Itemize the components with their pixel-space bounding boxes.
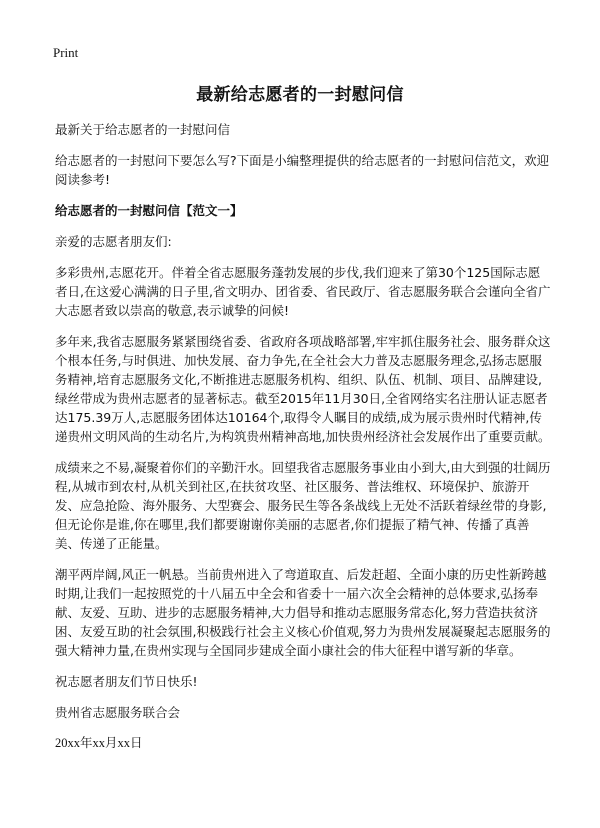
body-paragraph-4: 潮平两岸阔,风正一帆悬。当前贵州进入了弯道取直、后发赶超、全面小康的历史性新跨越时期,让我们一起按照党的十八届五中全会和省委十一届六次全会精神的总体要求,弘扬奉献、友爱、互助、进步的志愿服务精神,大力倡导和推动志愿服务常态化,努力营造扶贫济困、友爱互助的社会氛围,积极践行社会主义核心价值观,努力为贵州发展凝聚起志愿服务的强大精神力量,在贵州实现与全国同步建成全面小康社会的伟大征程中谱写新的华章。 <box>55 567 551 658</box>
closing-line: 祝志愿者朋友们节日快乐! <box>55 674 198 689</box>
intro-paragraph: 给志愿者的一封慰问下要怎么写?下面是小编整理提供的给志愿者的一封慰问信范文，欢迎阅读参考! <box>55 153 550 187</box>
body-paragraph-2: 多年来,我省志愿服务紧紧围绕省委、省政府各项战略部署,牢牢抓住服务社会、服务群众这个根本任务,与时俱进、加快发展、奋力争先,在全社会大力普及志愿服务理念,弘扬志愿服务精神,培育志愿服务文化,不断推进志愿服务机构、组织、队伍、机制、项目、品牌建设,绿丝带成为贵州志愿者的显著标志。截至2015年11月30日,全省网络实名注册认证志愿者达175.39万人,志愿服务团体达10164个,取得令人瞩目的成绩,成为展示贵州时代精神,传递贵州文明风尚的生动名片,为构筑贵州精神高地,加快贵州经济社会发展作出了重要贡献。 <box>55 334 551 444</box>
letter-content <box>55 120 551 765</box>
signature: 贵州省志愿服务联合会 <box>55 705 181 720</box>
date-line: 20xx年xx月xx日 <box>55 736 143 750</box>
salutation: 亲爱的志愿者朋友们: <box>55 234 172 249</box>
sample-heading: 给志愿者的一封慰问信【范文一】 <box>55 203 243 218</box>
print-link[interactable]: Print <box>53 45 79 60</box>
page-title: 最新给志愿者的一封慰问信 <box>196 85 404 105</box>
body-paragraph-3: 成绩来之不易,凝聚着你们的辛勤汗水。回望我省志愿服务事业由小到大,由大到强的壮阔历程,从城市到农村,从机关到社区,在扶贫攻坚、社区服务、普法维权、环境保护、旅游开发、应急抢险、海外服务、大型赛会、服务民生等各条战线上无处不活跃着绿丝带的身影,但无论你是谁,你在哪里,我们都要谢谢你美丽的志愿者,你们提振了精气神、传播了真善美、传递了正能量。 <box>55 460 551 551</box>
body-paragraph-1: 多彩贵州,志愿花开。伴着全省志愿服务蓬勃发展的步伐,我们迎来了第30个125国际志愿者日,在这爱心满满的日子里,省文明办、团省委、省民政厅、省志愿服务联合会谨向全省广大志愿者致以崇高的敬意,表示诚挚的问候! <box>55 265 551 318</box>
document-subtitle: 最新关于给志愿者的一封慰问信 <box>55 122 231 137</box>
